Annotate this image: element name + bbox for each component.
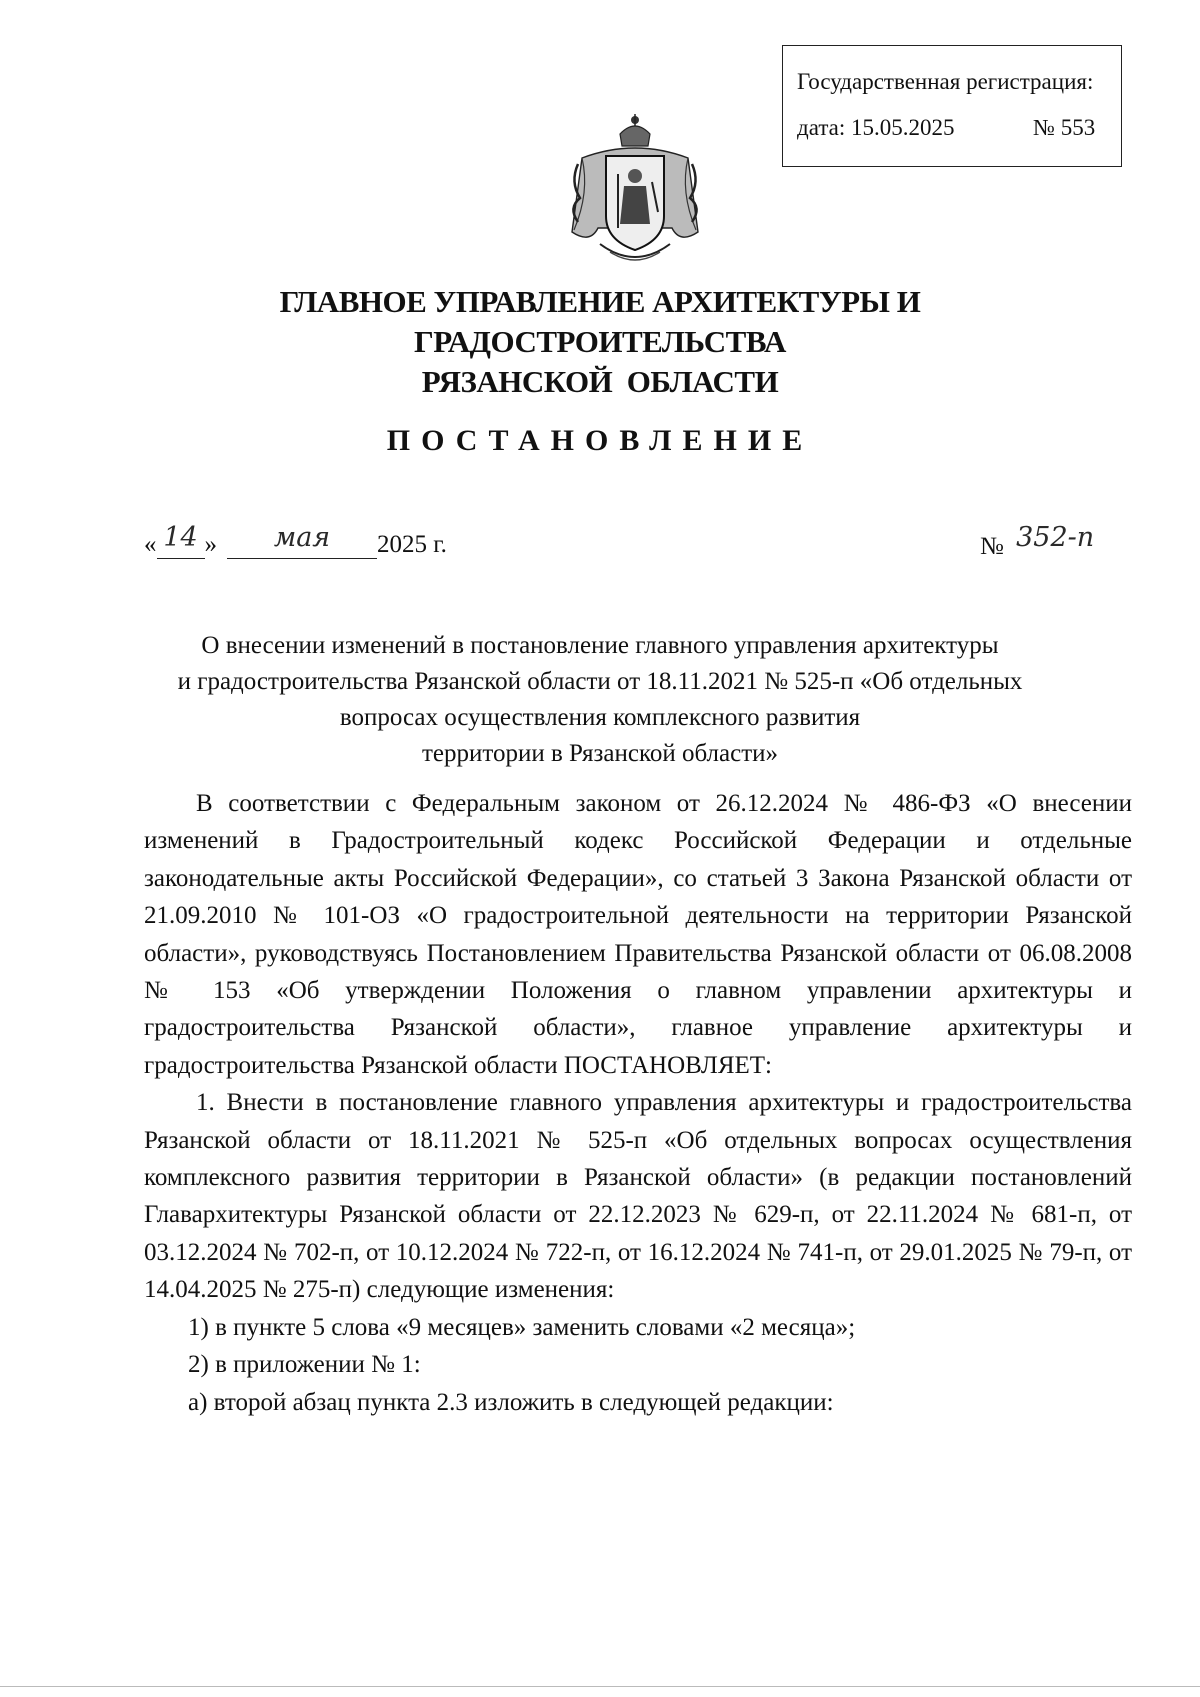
coat-of-arms-emblem — [560, 112, 710, 272]
subject-line: вопросах осуществления комплексного развития — [339, 704, 861, 731]
date-month-handwritten: мая — [273, 522, 331, 553]
preamble-paragraph: В соответствии с Федеральным законом от 26.12.2024 № 486-ФЗ «О внесении изменений в Градостроительный кодекс Российской Федерации и отдельные законодательные акты Российской Федерации», со статьей 3 Закона Рязанской области от 21.09.2010 № 101-ОЗ «О градостроительной деятельности на территории Рязанской области», руководствуясь Постановлением Правительства Рязанской области от 06.08.2008 № 153 «Об утверждении Положения о главном управлении архитектуры и градостроительства Рязанской области», главное управление архитектуры и градостроительства Рязанской области ПОСТАНОВЛЯЕТ: — [144, 790, 1132, 1079]
subject-line: территории в Рязанской области» — [421, 740, 779, 767]
document-number — [980, 522, 1095, 561]
subpoint-2: 2) в приложении № 1: — [188, 1351, 421, 1379]
registration-number: № 553 — [1033, 115, 1096, 140]
date-day-field — [157, 522, 205, 559]
document-type-heading: ПОСТАНОВЛЕНИЕ — [386, 424, 814, 457]
organization-title — [100, 282, 1100, 402]
date-quote-open: « — [144, 531, 157, 558]
registration-stamp — [782, 45, 1122, 167]
number-handwritten: 352-п — [1016, 522, 1095, 553]
subpoint-2a: а) второй абзац пункта 2.3 изложить в следующей редакции: — [188, 1388, 834, 1416]
organization-title-line2: РЯЗАНСКОЙ ОБЛАСТИ — [421, 364, 779, 399]
document-date — [144, 522, 447, 559]
document-subject — [140, 628, 1060, 772]
organization-title-line1: ГЛАВНОЕ УПРАВЛЕНИЕ АРХИТЕКТУРЫ И ГРАДОСТРОИТЕЛЬСТВА — [279, 284, 921, 359]
date-year: 2025 г. — [377, 531, 447, 558]
registration-title: Государственная регистрация: — [797, 69, 1094, 94]
subject-line: О внесении изменений в постановление главного управления архитектуры — [201, 632, 999, 659]
subpoint-1: 1) в пункте 5 слова «9 месяцев» заменить словами «2 месяца»; — [188, 1313, 856, 1341]
registration-date: дата: 15.05.2025 — [797, 115, 955, 140]
subject-line: и градостроительства Рязанской области от 18.11.2021 № 525-п «Об отдельных — [177, 668, 1023, 695]
number-field — [1016, 522, 1095, 560]
date-quote-close: » — [204, 531, 217, 558]
point-1-paragraph: 1. Внести в постановление главного управления архитектуры и градостроительства Рязанской области от 18.11.2021 № 525-п «Об отдельных вопросах осуществления комплексного развития территории в Рязанской области» (в редакции постановлений Главархитектуры Рязанской области от 22.12.2023 № 629-п, от 22.11.2024 № 681-п, от 03.12.2024 № 702-п, от 10.12.2024 № 722-п, от 16.12.2024 № 741-п, от 29.01.2025 № 79-п, от 14.04.2025 № 275-п) следующие изменения: — [144, 1089, 1132, 1304]
page-bottom-edge — [0, 1686, 1200, 1687]
date-day-handwritten: 14 — [163, 522, 198, 553]
document-body — [144, 785, 1132, 1421]
date-month-field — [227, 522, 377, 559]
number-prefix: № — [980, 533, 1004, 560]
